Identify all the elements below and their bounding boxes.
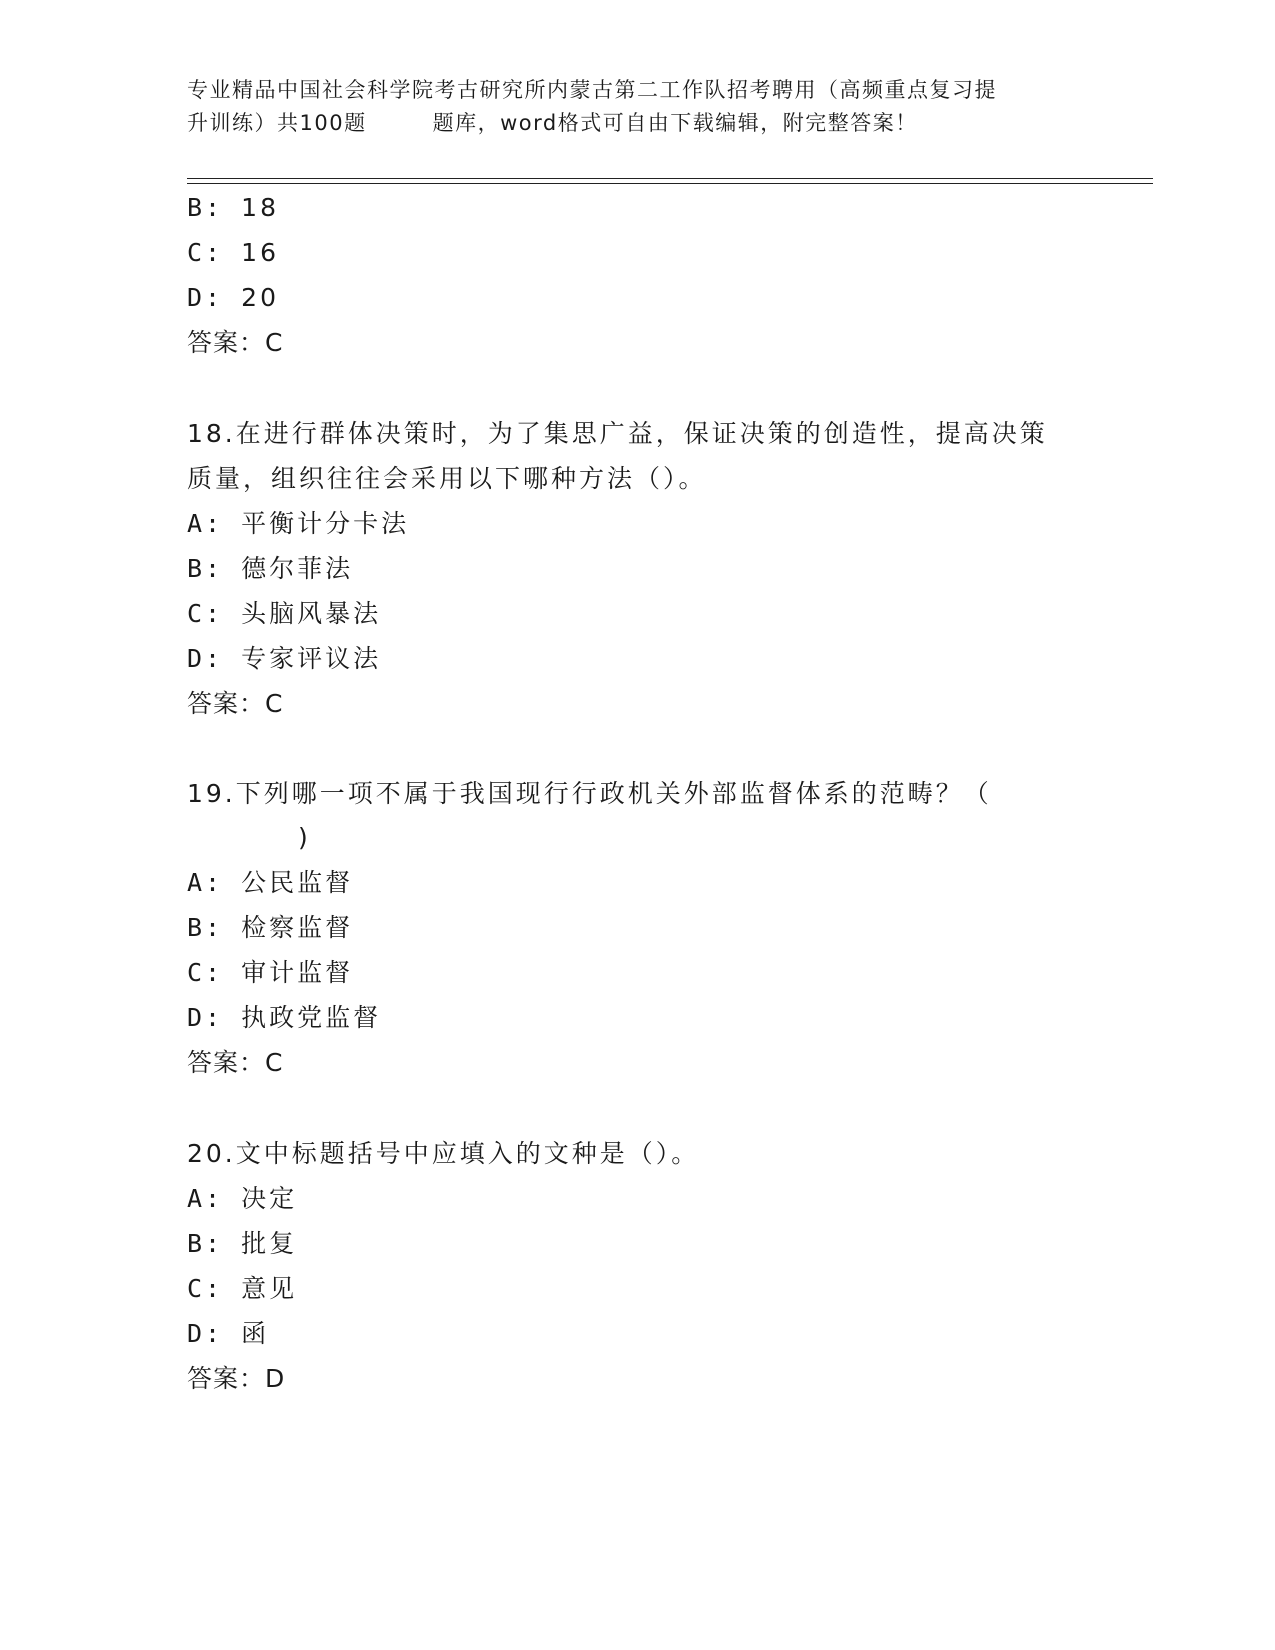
answer: 答案：C [187, 328, 284, 357]
question-18-line-1: 18.在进行群体决策时，为了集思广益，保证决策的创造性，提高决策 [187, 419, 1048, 448]
option-b: B: 检察监督 [187, 913, 354, 942]
header-line-2 [187, 107, 1087, 140]
option-c: C: 16 [187, 238, 279, 267]
option-a: A: 决定 [187, 1184, 298, 1213]
option-a: A: 平衡计分卡法 [187, 509, 410, 538]
question-19-line-2: ) [298, 823, 311, 852]
option-d: D: 20 [187, 283, 279, 312]
question-19-line-1: 19.下列哪一项不属于我国现行行政机关外部监督体系的范畴？（ [187, 779, 992, 808]
option-b: B: 批复 [187, 1229, 298, 1258]
question-18-line-2: 质量，组织往往会采用以下哪种方法（）。 [187, 464, 707, 493]
header-line-2-part-2: 题库，word格式可自由下载编辑，附完整答案！ [432, 111, 918, 135]
option-c: C: 审计监督 [187, 958, 354, 987]
header-line-2-part-1: 升训练）共100题 [187, 111, 367, 135]
option-a: A: 公民监督 [187, 868, 354, 897]
option-d: D: 函 [187, 1319, 270, 1348]
answer: 答案：C [187, 1048, 284, 1077]
option-d: D: 执政党监督 [187, 1003, 382, 1032]
document-header [187, 74, 1087, 140]
option-c: C: 意见 [187, 1274, 298, 1303]
header-divider-bottom [187, 183, 1153, 184]
header-line-1: 专业精品中国社会科学院考古研究所内蒙古第二工作队招考聘用（高频重点复习提 [187, 78, 997, 102]
option-b: B: 18 [187, 193, 279, 222]
option-d: D: 专家评议法 [187, 644, 382, 673]
answer: 答案：D [187, 1364, 286, 1393]
option-c: C: 头脑风暴法 [187, 599, 382, 628]
option-b: B: 德尔菲法 [187, 554, 354, 583]
header-divider-top [187, 178, 1153, 179]
question-20-line-1: 20.文中标题括号中应填入的文种是（）。 [187, 1139, 700, 1168]
answer: 答案：C [187, 689, 284, 718]
